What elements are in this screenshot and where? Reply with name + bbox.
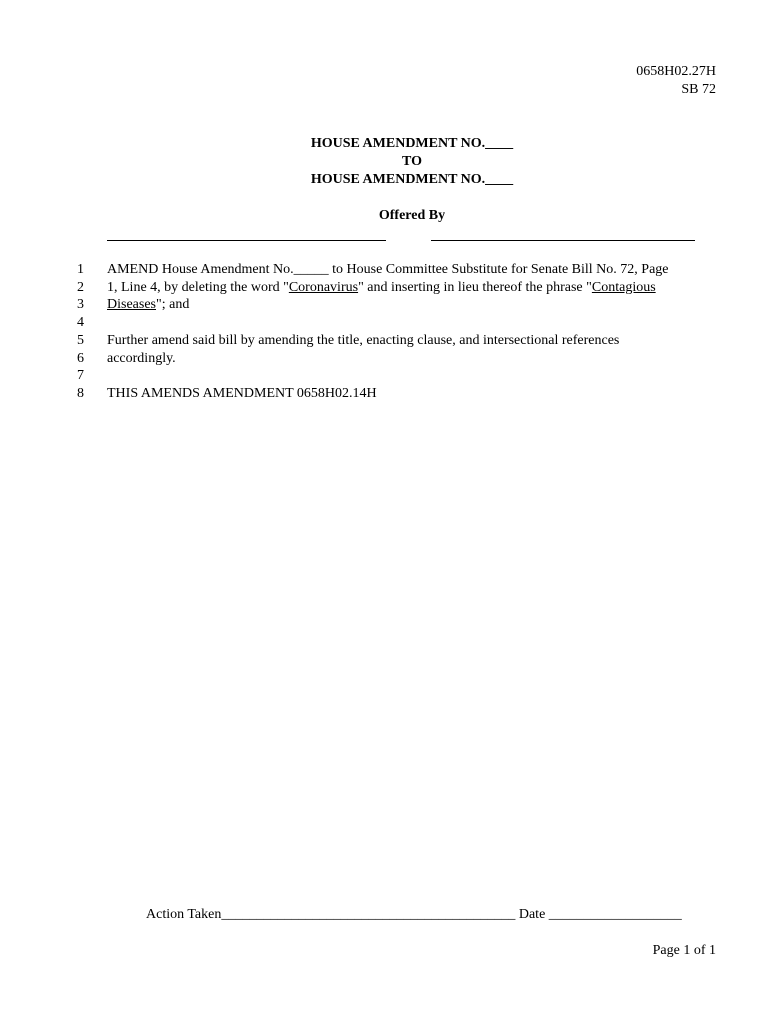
line-number: 5 bbox=[77, 333, 84, 348]
amendment-title-target: HOUSE AMENDMENT NO.____ bbox=[310, 172, 514, 187]
bill-number: SB 72 bbox=[681, 82, 716, 97]
line-number: 2 bbox=[77, 280, 84, 295]
line-number: 8 bbox=[77, 386, 84, 401]
action-taken-line: Action Taken__________________________________________ Date ___________________ bbox=[146, 907, 682, 922]
amendment-title: HOUSE AMENDMENT NO.____ bbox=[310, 136, 514, 151]
document-id: 0658H02.27H bbox=[636, 64, 716, 79]
text-segment: " and inserting in lieu thereof the phrase " bbox=[358, 280, 592, 295]
amendment-text-line bbox=[107, 261, 669, 279]
underlined-text: Coronavirus bbox=[288, 280, 359, 295]
amendment-text-line bbox=[107, 385, 377, 403]
underlined-text: Contagious bbox=[591, 280, 656, 295]
amendment-text-line bbox=[107, 296, 189, 314]
underlined-text: Diseases bbox=[107, 297, 156, 312]
amendment-title-to: TO bbox=[402, 154, 422, 169]
line-number: 1 bbox=[77, 262, 84, 277]
text-segment: Further amend said bill by amending the title, enacting clause, and intersectional references bbox=[107, 333, 620, 348]
text-segment: 1, Line 4, by deleting the word " bbox=[107, 280, 289, 295]
amendment-text-line bbox=[107, 332, 619, 350]
text-segment: THIS AMENDS AMENDMENT 0658H02.14H bbox=[107, 386, 377, 401]
line-number: 4 bbox=[77, 315, 84, 330]
sponsor-signature-line bbox=[107, 240, 386, 241]
page-number: Page 1 of 1 bbox=[652, 943, 716, 958]
line-number: 7 bbox=[77, 368, 84, 383]
line-number: 6 bbox=[77, 351, 84, 366]
text-segment: accordingly. bbox=[107, 351, 176, 366]
line-number: 3 bbox=[77, 297, 84, 312]
text-segment: "; and bbox=[156, 297, 190, 312]
cosponsor-signature-line bbox=[431, 240, 695, 241]
text-segment: AMEND House Amendment No._____ to House Committee Substitute for Senate Bill No. 72, Page bbox=[107, 262, 669, 277]
amendment-text-line bbox=[107, 279, 656, 297]
amendment-text-line bbox=[107, 350, 176, 368]
offered-by-label: Offered By bbox=[378, 208, 446, 223]
